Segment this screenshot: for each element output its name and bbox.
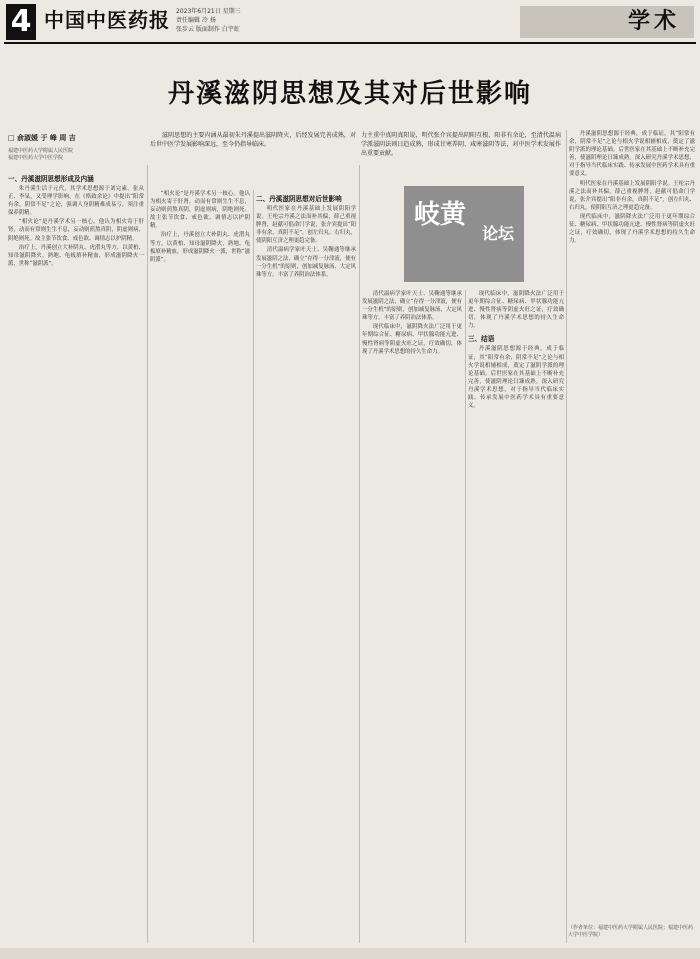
- affiliation-line: 福建中医药大学中医学院: [8, 155, 64, 161]
- body-paragraph: “相火论”是丹溪学术另一核心。他认为相火寄于肝肾，动而有常则生生不息，妄动则煎熬真阴，阴虚则病，阴绝则死。故主张节饮食、戒色欲、调情志以护阴精。: [8, 219, 144, 242]
- article-headline: 丹溪滋阴思想及其对后世影响: [167, 79, 532, 109]
- page-number: 4: [6, 4, 36, 40]
- column-divider: [465, 290, 466, 943]
- body-paragraph: 明代医家在丹溪基础上发展阴阳学说。王纶宗丹溪之法而补其偏，薛己重视脾肾，赵献可倡命门学说，张介宾提出“阳非有余，真阴不足”，创左归丸、右归丸，使阴阳互济之理更趋完备。: [569, 180, 695, 211]
- article-column-6: [569, 130, 695, 922]
- section-heading: 一、丹溪滋阴思想形成及内涵: [8, 175, 94, 183]
- affiliation-line: 福建中医药大学附属人民医院: [8, 148, 74, 154]
- forum-column-badge: [404, 186, 524, 282]
- section-heading: 三、结语: [468, 335, 495, 344]
- article-column-3: [256, 190, 356, 940]
- editor-line: 责任编辑 冷 扬: [176, 17, 216, 24]
- article-lead: 滋阴思想的主要内涵从最初朱丹溪提出滋阴降火，后经发展完善成熟，对后世中医学发展影响深远，至今仍指导临床。: [150, 132, 356, 148]
- article-byline: □ 俞淑媛 于 峰 周 吉: [8, 134, 76, 142]
- body-paragraph: 治疗上，丹溪创立大补阴丸、虎潜丸等方，以黄柏、知母滋阴降火，熟地、龟板填补精血，形成滋阴降火一派，世称“滋阴派”。: [150, 232, 250, 263]
- author-affiliations: [8, 148, 144, 162]
- forum-badge-subtitle: 论坛: [481, 224, 514, 243]
- body-paragraph: 丹溪滋阴思想源于经典，成于临证，其“阳常有余，阴常不足”之论与相火学说相辅相成，奠定了滋阴学派的理论基础。后世医家在其基础上不断补充完善，使滋阴理论日臻成熟。深入研究丹溪学术思想，对于指导当代临床实践、传承发展中医药学术具有重要意义。: [468, 346, 564, 410]
- body-paragraph: 丹溪滋阴思想源于经典，成于临证，其“阳常有余，阴常不足”之论与相火学说相辅相成，奠定了滋阴学派的理论基础。后世医家在其基础上不断补充完善，使滋阴理论日臻成熟。深入研究丹溪学术思想，对于指导当代临床实践、传承发展中医药学术具有重要意义。: [569, 131, 695, 178]
- body-paragraph: 现代临床中，滋阴降火法广泛用于更年期综合征、糖尿病、甲状腺功能亢进、慢性肾病等阴虚火旺之证，疗效确切，体现了丹溪学术思想的持久生命力。: [569, 213, 695, 245]
- article-column-4: [362, 290, 462, 940]
- issue-info: [176, 7, 306, 34]
- article-lead-continued: 力主重中真阴真阳说，明代张介宾提出阴阳互根、阳非有余论，至清代温病学派滋阴法则日趋成熟，形成甘寒养阴、咸寒滋阴等法，对中医学术发展作出重要贡献。: [361, 132, 561, 157]
- forum-badge-title: 岐黄: [414, 200, 467, 230]
- body-paragraph: 治疗上，丹溪创立大补阴丸、虎潜丸等方，以黄柏、知母滋阴降火，熟地、龟板填补精血，形成滋阴降火一派，世称“滋阴派”。: [8, 244, 144, 267]
- column-divider: [359, 165, 360, 943]
- column-divider: [147, 165, 148, 943]
- body-paragraph: 朱丹溪生活于元代，其学术思想源于刘完素、张从正、李杲，又受理学影响，在《格致余论》中提出“阳常有余，阴常不足”之论，强调人身阴精难成易亏，须注重保养阴精。: [8, 186, 144, 217]
- header-divider: [4, 42, 696, 44]
- article-column-2: [150, 190, 250, 940]
- section-title: 学术: [627, 9, 680, 34]
- issue-date: 2023年6月21日 星期三: [176, 8, 241, 15]
- body-paragraph: 清代温病学家叶天士、吴鞠通等继承发展滋阴之法，确立“存得一分津液，便有一分生机”的原则，创加减复脉汤、大定风珠等方，丰富了养阴治法体系。: [256, 247, 356, 278]
- body-paragraph: 现代临床中，滋阴降火法广泛用于更年期综合征、糖尿病、甲状腺功能亢进、慢性肾病等阴虚火旺之证，疗效确切，体现了丹溪学术思想的持久生命力。: [468, 291, 564, 330]
- author-source-note: （作者单位：福建中医药大学附属人民医院；福建中医药大学中医学院）: [568, 925, 694, 938]
- section-heading: 二、丹溪滋阴思想对后世影响: [256, 195, 342, 203]
- article-column-5: [468, 290, 564, 940]
- body-paragraph: 现代临床中，滋阴降火法广泛用于更年期综合征、糖尿病、甲状腺功能亢进、慢性肾病等阴虚火旺之证，疗效确切，体现了丹溪学术思想的持久生命力。: [362, 324, 462, 355]
- section-banner: [520, 6, 694, 38]
- page-header: [0, 0, 700, 44]
- column-divider: [566, 130, 567, 943]
- body-paragraph: “相火论”是丹溪学术另一核心。他认为相火寄于肝肾，动而有常则生生不息，妄动则煎熬真阴，阴虚则病，阴绝则死。故主张节饮食、戒色欲、调情志以护阴精。: [150, 191, 250, 230]
- body-paragraph: 明代医家在丹溪基础上发展阴阳学说。王纶宗丹溪之法而补其偏，薛己重视脾肾，赵献可倡命门学说，张介宾提出“阳非有余，真阴不足”，创左归丸、右归丸，使阴阳互济之理更趋完备。: [256, 206, 356, 245]
- column-divider: [253, 190, 254, 943]
- newspaper-masthead: 中国中医药报: [44, 8, 170, 32]
- body-paragraph: 清代温病学家叶天士、吴鞠通等继承发展滋阴之法，确立“存得一分津液，便有一分生机”的原则，创加减复脉汤、大定风珠等方，丰富了养阴治法体系。: [362, 291, 462, 322]
- page-footer-strip: [0, 948, 700, 959]
- layout-line: 张步云 版面制作 白宇虹: [176, 26, 240, 33]
- article-column-1: [8, 170, 144, 940]
